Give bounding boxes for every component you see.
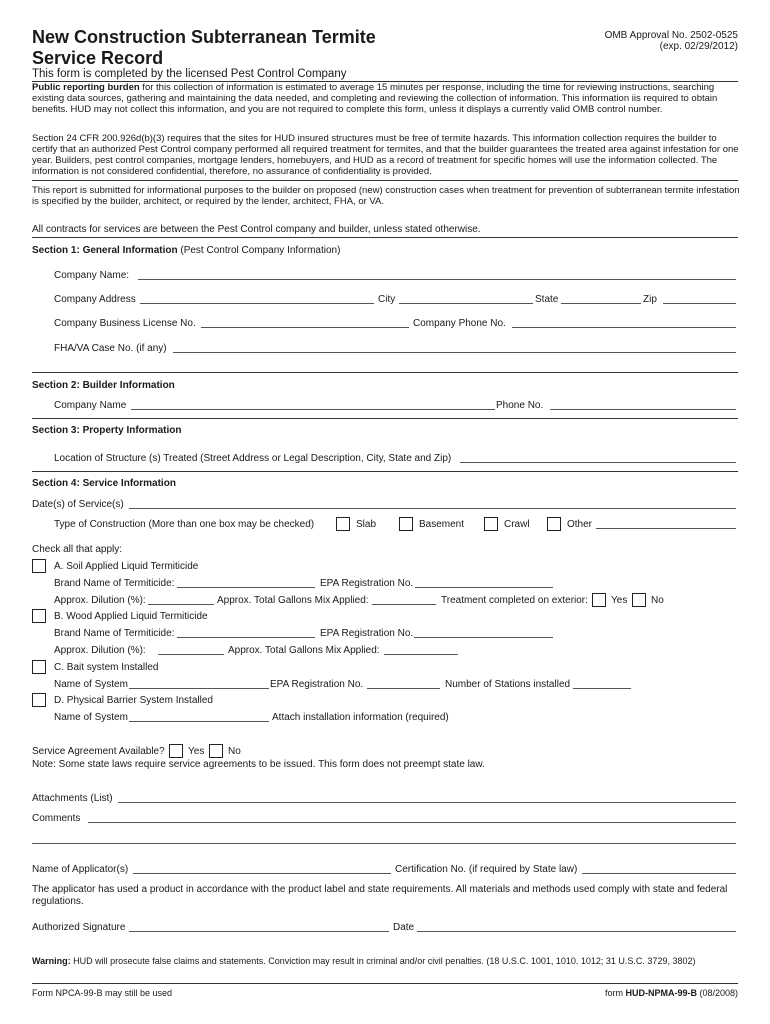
wood-applied-label: B. Wood Applied Liquid Termiticide xyxy=(54,611,208,622)
zip-label: Zip xyxy=(643,294,657,305)
wood-applied-checkbox[interactable] xyxy=(32,609,46,623)
form-number-id: HUD-NPMA-99-B xyxy=(625,988,697,998)
brand-name-field-a[interactable] xyxy=(177,587,315,588)
epa-field-c[interactable] xyxy=(367,688,440,689)
burden-text: for this collection of information is estimated to average 15 minutes per response, including the time for reviewing instructions, searching existing data sources, gathering and maintaining the data needed, and completing and reviewing the collection of information. This information iis required to obtain benefits. HUD may not collect this information, and you are not required to complete this form, unless it displays a currently valid OMB control number. xyxy=(32,82,718,115)
gallons-label-a: Approx. Total Gallons Mix Applied: xyxy=(217,595,369,606)
form-subtitle: This form is completed by the licensed Pest Control Company xyxy=(32,68,347,80)
crawl-label: Crawl xyxy=(504,519,530,530)
exterior-label: Treatment completed on exterior: xyxy=(441,595,588,606)
dilution-field-b[interactable] xyxy=(158,654,224,655)
license-field[interactable] xyxy=(201,327,409,328)
signature-label: Authorized Signature xyxy=(32,922,126,933)
system-name-field-d[interactable] xyxy=(129,721,269,722)
other-field[interactable] xyxy=(596,528,736,529)
burden-label: Public reporting burden xyxy=(32,82,140,93)
basement-checkbox[interactable] xyxy=(399,517,413,531)
warning-label: Warning: xyxy=(32,956,71,966)
state-field[interactable] xyxy=(561,303,641,304)
stations-label: Number of Stations installed xyxy=(445,679,571,690)
section2-heading: Section 2: Builder Information xyxy=(32,380,175,391)
divider xyxy=(32,180,738,181)
soil-applied-label: A. Soil Applied Liquid Termiticide xyxy=(54,561,199,572)
divider xyxy=(32,372,738,373)
city-label: City xyxy=(378,294,396,305)
omb-expiration: (exp. 02/29/2012) xyxy=(659,41,738,52)
stations-field[interactable] xyxy=(573,688,631,689)
applicator-field[interactable] xyxy=(133,873,391,874)
service-dates-label: Date(s) of Service(s) xyxy=(32,499,124,510)
epa-label-b: EPA Registration No. xyxy=(320,628,414,639)
company-address-label: Company Address xyxy=(54,294,136,305)
divider xyxy=(32,471,738,472)
omb-approval: OMB Approval No. 2502-0525 xyxy=(604,30,738,41)
case-no-label: FHA/VA Case No. (if any) xyxy=(54,343,167,354)
section24-paragraph: Section 24 CFR 200.926d(b)(3) requires that the sites for HUD insured structures must be free of termite hazards. This information collection requires the builder to certify that an authorized Pest Control company performed all required treatment for termites, and that the builder guarantees the treated area against infestation for one year. Builders, pest control companies, mortgage lenders, homebuyers, and HUD as a record of treatment for specific homes will use the information collected. The information is not considered confidential, therefore, no assurance of confidentiality is provided. xyxy=(32,133,739,177)
dilution-label-a: Approx. Dilution (%): xyxy=(54,595,146,606)
epa-field-a[interactable] xyxy=(415,587,553,588)
system-name-field-c[interactable] xyxy=(129,688,269,689)
brand-name-label-b: Brand Name of Termiticide: xyxy=(54,628,175,639)
contracts-note: All contracts for services are between the Pest Control company and builder, unless stated otherwise. xyxy=(32,224,481,235)
burden-paragraph xyxy=(32,82,742,115)
certification-field[interactable] xyxy=(582,873,736,874)
section1-heading xyxy=(32,245,340,257)
divider xyxy=(32,983,738,984)
comments-field-line2[interactable] xyxy=(32,843,736,844)
zip-field[interactable] xyxy=(663,303,736,304)
section1-title: Section 1: General Information xyxy=(32,245,178,256)
company-address-field[interactable] xyxy=(140,303,374,304)
dilution-field-a[interactable] xyxy=(148,604,214,605)
crawl-checkbox[interactable] xyxy=(484,517,498,531)
section1-note: (Pest Control Company Information) xyxy=(177,245,341,256)
system-name-label-d: Name of System xyxy=(54,712,128,723)
form-title-line1: New Construction Subterranean Termite xyxy=(32,27,376,47)
attach-info-label: Attach installation information (required) xyxy=(272,712,449,723)
system-name-label-c: Name of System xyxy=(54,679,128,690)
epa-field-b[interactable] xyxy=(414,637,553,638)
gallons-label-b: Approx. Total Gallons Mix Applied: xyxy=(228,645,380,656)
other-checkbox[interactable] xyxy=(547,517,561,531)
applicator-label: Name of Applicator(s) xyxy=(32,864,129,875)
construction-type-label: Type of Construction (More than one box may be checked) xyxy=(54,519,315,530)
company-phone-field[interactable] xyxy=(512,327,736,328)
gallons-field-a[interactable] xyxy=(372,604,436,605)
brand-name-field-b[interactable] xyxy=(177,637,315,638)
builder-phone-field[interactable] xyxy=(550,409,736,410)
warning-text xyxy=(32,956,695,967)
form-number-prefix: form xyxy=(604,988,626,998)
service-dates-field[interactable] xyxy=(129,508,736,509)
brand-name-label-a: Brand Name of Termiticide: xyxy=(54,578,175,589)
agreement-no-label: No xyxy=(228,746,241,757)
form-npca-note: Form NPCA-99-B may still be used xyxy=(32,988,173,998)
epa-label-c: EPA Registration No. xyxy=(270,679,364,690)
dilution-label-b: Approx. Dilution (%): xyxy=(54,645,146,656)
form-number xyxy=(605,988,738,999)
warning-body: HUD will prosecute false claims and statements. Conviction may result in criminal and/or civil penalties. (18 U.S.C. 1001, 1010. 1012; 31 U.S.C. 3729, 3802) xyxy=(70,956,696,966)
agreement-no-checkbox[interactable] xyxy=(209,744,223,758)
attachments-label: Attachments (List) xyxy=(32,793,113,804)
comments-field[interactable] xyxy=(88,822,736,823)
agreement-note: Note: Some state laws require service agreements to be issued. This form does not preempt state law. xyxy=(32,759,485,770)
section4-heading: Section 4: Service Information xyxy=(32,478,176,489)
agreement-yes-label: Yes xyxy=(188,746,205,757)
soil-applied-checkbox[interactable] xyxy=(32,559,46,573)
service-agreement-label: Service Agreement Available? xyxy=(32,746,165,757)
exterior-yes-checkbox[interactable] xyxy=(592,593,606,607)
case-no-field[interactable] xyxy=(173,352,736,353)
location-field[interactable] xyxy=(460,462,736,463)
section3-heading: Section 3: Property Information xyxy=(32,425,182,436)
city-field[interactable] xyxy=(399,303,533,304)
date-label: Date xyxy=(393,922,415,933)
basement-label: Basement xyxy=(419,519,465,530)
certification-label: Certification No. (if required by State law) xyxy=(395,864,578,875)
builder-phone-label: Phone No. xyxy=(496,400,544,411)
exterior-yes-label: Yes xyxy=(611,595,628,606)
license-label: Company Business License No. xyxy=(54,318,196,329)
applicator-statement: The applicator has used a product in accordance with the product label and state requirements. All materials and methods used comply with state and federal regulations. xyxy=(32,884,728,907)
state-label: State xyxy=(535,294,559,305)
slab-checkbox[interactable] xyxy=(336,517,350,531)
agreement-yes-checkbox[interactable] xyxy=(169,744,183,758)
divider xyxy=(32,418,738,419)
company-name-field[interactable] xyxy=(138,279,736,280)
other-label: Other xyxy=(567,519,593,530)
exterior-no-label: No xyxy=(651,595,664,606)
builder-name-label: Company Name xyxy=(54,400,127,411)
bait-system-checkbox[interactable] xyxy=(32,660,46,674)
date-field[interactable] xyxy=(417,931,736,932)
check-all-label: Check all that apply: xyxy=(32,544,123,555)
physical-barrier-label: D. Physical Barrier System Installed xyxy=(54,695,213,706)
attachments-field[interactable] xyxy=(118,802,736,803)
company-name-label: Company Name: xyxy=(54,270,130,281)
builder-name-field[interactable] xyxy=(131,409,495,410)
report-paragraph: This report is submitted for informational purposes to the builder on proposed (new) construction cases when treatment for prevention of subterranean termite infestation is specified by the builder, architect, or required by the lender, architect, FHA, or VA. xyxy=(32,185,740,207)
gallons-field-b[interactable] xyxy=(384,654,458,655)
location-label: Location of Structure (s) Treated (Street Address or Legal Description, City, State and Zip) xyxy=(54,453,452,464)
form-title-line2: Service Record xyxy=(32,48,164,68)
form-number-date: (08/2008) xyxy=(696,988,738,998)
divider xyxy=(32,237,738,238)
epa-label-a: EPA Registration No. xyxy=(320,578,414,589)
bait-system-label: C. Bait system Installed xyxy=(54,662,159,673)
signature-field[interactable] xyxy=(129,931,389,932)
slab-label: Slab xyxy=(356,519,377,530)
company-phone-label: Company Phone No. xyxy=(413,318,506,329)
physical-barrier-checkbox[interactable] xyxy=(32,693,46,707)
exterior-no-checkbox[interactable] xyxy=(632,593,646,607)
comments-label: Comments xyxy=(32,813,81,824)
